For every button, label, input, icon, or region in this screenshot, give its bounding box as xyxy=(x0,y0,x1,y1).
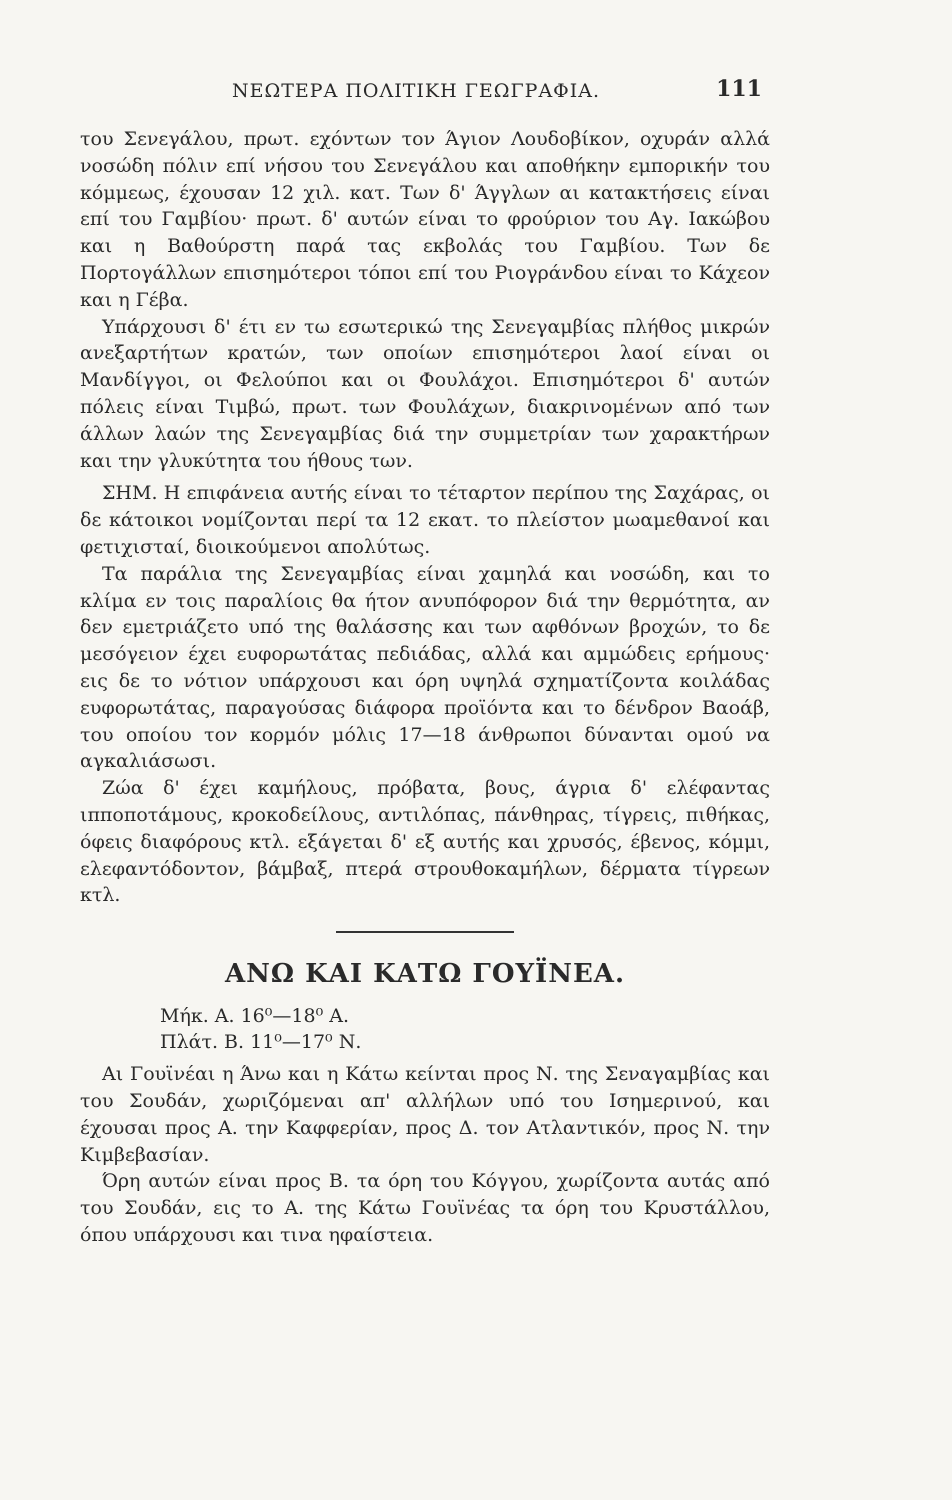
section-title: ΑΝΩ ΚΑΙ ΚΑΤΩ ΓΟΥΪΝΕΑ. xyxy=(224,959,626,990)
paragraph: Τα παράλια της Σενεγαμβίας είναι χαμηλά και νοσώδη, και το κλίμα εν τοις παραλίοις θα ήτον ανυπόφορον διά την θερμότητα, αν δεν εμετριάζετο υπό της θαλάσσης και των αφθόνων βροχών, το δε μεσόγειον έχει ευφορωτάτας πεδιάδας, αλλά και αμμώδεις ερήμους· εις δε το νότιον υπάρχουσι και όρη υψηλά σχηματίζοντα κοιλάδας ευφορωτάτας, παραγούσας διάφορα προϊόντα και το δένδρον Βαοάβ, του οποίου τον κορμόν μόλις 17—18 άνθρωποι δύνανται ομού να αγκαλιάσωσι. xyxy=(80,562,770,773)
latitude-line: Πλάτ. Β. 11⁰—17⁰ Ν. xyxy=(160,1031,362,1054)
paragraph: Όρη αυτών είναι προς Β. τα όρη του Κόγγου, χωρίζοντα αυτάς από του Σουδάν, εις το Α. της Κάτω Γουϊνέας τα όρη του Κρυστάλλου, όπου υπάρχουσι και τινα ηφαίστεια. xyxy=(80,1170,770,1246)
paragraph: Αι Γουϊνέαι η Άνω και η Κάτω κείνται προς Ν. της Σεναγαμβίας και του Σουδάν, χωριζόμεναι απ' αλλήλων υπό του Ισημερινού, και έχουσαι προς Α. την Καφφερίαν, προς Δ. τον Ατλαντικόν, προς Ν. την Κιμβεβασίαν. xyxy=(80,1063,770,1166)
paragraph: του Σενεγάλου, πρωτ. εχόντων τον Άγιον Λουδοβίκον, οχυράν αλλά νοσώδη πόλιν επί νήσου του Σενεγάλου και αποθήκην εμπορικήν του κόμμεως, έχουσαν 12 χιλ. κατ. Των δ' Άγγλων αι κατακτήσεις είναι επί του Γαμβίου· πρωτ. δ' αυτών είναι το φρούριον του Αγ. Ιακώβου και η Βαθούρστη παρά τας εκβολάς του Γαμβίου. Των δε Πορτογάλλων επισημότεροι τόποι επί του Ριογράνδου είναι το Κάχεον και η Γέβα. xyxy=(80,128,770,311)
paragraph: Υπάρχουσι δ' έτι εν τω εσωτερικώ της Σενεγαμβίας πλήθος μικρών ανεξαρτήτων κρατών, των οποίων επισημότεροι λαοί είναι οι Μανδίγγοι, οι Φελούποι και οι Φουλάχοι. Επισημότεροι δ' αυτών πόλεις είναι Τιμβώ, πρωτ. των Φουλάχων, διακρινομένων από των άλλων λαών της Σενεγαμβίας διά την συμμετρίαν των χαρακτήρων και την γλυκύτητα του ήθους των. xyxy=(80,315,770,472)
running-title: ΝΕΩΤΕΡΑ ΠΟΛΙΤΙΚΗ ΓΕΩΓΡΑΦΙΑ. xyxy=(232,80,601,102)
paragraph: Ζώα δ' έχει καμήλους, πρόβατα, βους, άγρια δ' ελέφαντας ιπποποτάμους, κροκοδείλους, αντιλόπας, πάνθηρας, τίγρεις, πιθήκας, όφεις διαφόρους κτλ. εξάγεται δ' εξ αυτής και χρυσός, έβενος, κόμμι, ελεφαντόδοντον, βάμβαξ, πτερά στρουθοκαμήλων, δέρματα τίγρεων κτλ. xyxy=(80,777,770,907)
page-header xyxy=(232,76,762,110)
section-divider xyxy=(336,931,514,933)
page-body xyxy=(80,126,770,1249)
note-paragraph: ΣΗΜ. Η επιφάνεια αυτής είναι το τέταρτον περίπου της Σαχάρας, οι δε κάτοικοι νομίζονται περί τα 12 εκατ. το πλείστον μωαμεθανοί και φετιχισταί, διοικούμενοι απολύτως. xyxy=(80,482,770,558)
longitude-line: Μήκ. Α. 16⁰—18⁰ Α. xyxy=(160,1005,349,1028)
page-number: 111 xyxy=(716,76,762,102)
